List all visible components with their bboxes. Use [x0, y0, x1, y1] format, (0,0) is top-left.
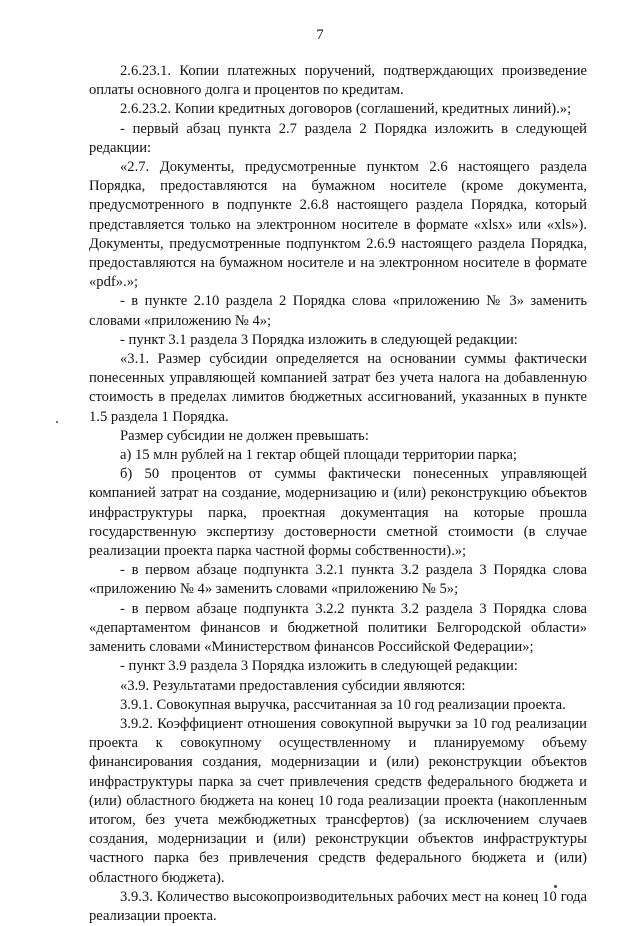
paragraph: - пункт 3.9 раздела 3 Порядка изложить в следующей редакции:: [120, 658, 518, 675]
paragraph: - в первом абзаце подпункта 3.2.1 пункта 3.2 раздела 3 Порядка слова «приложению № 4» заменить словами «приложению № 5»;: [89, 562, 587, 598]
paragraph: - пункт 3.1 раздела 3 Порядка изложить в следующей редакции:: [120, 331, 518, 348]
scan-speck: [56, 421, 58, 423]
paragraph: а) 15 млн рублей на 1 гектар общей площади территории парка;: [120, 447, 517, 464]
paragraph: 3.9.1. Совокупная выручка, рассчитанная за 10 год реализации проекта.: [120, 696, 566, 713]
paragraph: Размер субсидии не должен превышать:: [120, 427, 369, 444]
paragraph: 3.9.2. Коэффициент отношения совокупной выручки за 10 год реализации проекта к совокупному осуществленному и планируемому объему финансирования создания, модернизации и (или) реконструкции объектов инфраструктуры парка за счет привлечения средств федерального бюджета и (или) областного бюджета на конец 10 года реализации проекта (накопленным итогом, без учета межбюджетных трансфертов) (за исключением случаев создания, модернизации и (или) реконструкции объектов инфраструктуры частного парка без привлечения средств федерального бюджета и (или) областного бюджета).: [89, 715, 587, 886]
document-body: [89, 62, 587, 926]
paragraph: «3.1. Размер субсидии определяется на основании суммы фактически понесенных управляющей компанией затрат без учета налога на добавленную стоимость в пределах лимитов бюджетных ассигнований, указанных в пункте 1.5 раздела 1 Порядка.: [89, 351, 587, 425]
page-number: 7: [316, 27, 324, 43]
paragraph: «3.9. Результатами предоставления субсидии являются:: [120, 677, 466, 694]
paragraph: - в пункте 2.10 раздела 2 Порядка слова «приложению № 3» заменить словами «приложению № 4»;: [89, 293, 587, 329]
paragraph: б) 50 процентов от суммы фактически понесенных управляющей компанией затрат на создание, модернизацию и (или) реконструкцию объектов инфраструктуры парка, проектная документация на которые прошла государственную экспертизу достоверности сметной стоимости (в случае реализации проекта парка частной формы собственности).»;: [89, 466, 587, 560]
paragraph: «2.7. Документы, предусмотренные пунктом 2.6 настоящего раздела Порядка, предоставляются на бумажном носителе (кроме документа, предусмотренного в подпункте 2.6.8 настоящего раздела Порядка, который представляется только на электронном носителе в формате «xlsx» или «xls»). Документы, предусмотренные подпунктом 2.6.9 настоящего раздела Порядка, предоставляются на бумажном носителе и на электронном носителе в формате «pdf».»;: [89, 159, 587, 291]
paragraph: - первый абзац пункта 2.7 раздела 2 Порядка изложить в следующей редакции:: [89, 120, 587, 156]
paragraph: 2.6.23.1. Копии платежных поручений, подтверждающих произведение оплаты основного долга и процентов по кредитам.: [89, 63, 587, 99]
paragraph: - в первом абзаце подпункта 3.2.2 пункта 3.2 раздела 3 Порядка слова «департаментом финансов и бюджетной политики Белгородской области» заменить словами «Министерством финансов Российской Федерации»;: [89, 600, 587, 656]
paragraph: 2.6.23.2. Копии кредитных договоров (соглашений, кредитных линий).»;: [120, 101, 572, 118]
paragraph: 3.9.3. Количество высокопроизводительных рабочих мест на конец 10 года реализации проекта.: [89, 888, 587, 924]
scan-speck: [554, 885, 557, 888]
